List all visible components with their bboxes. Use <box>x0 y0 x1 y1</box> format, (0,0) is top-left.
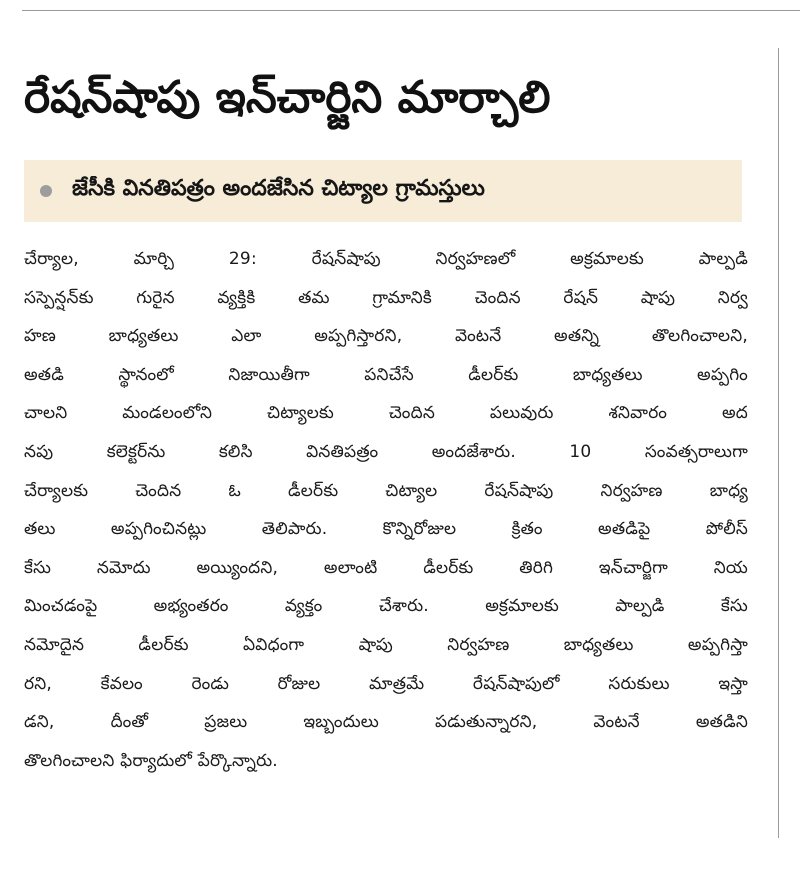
subheadline-box <box>24 160 742 222</box>
body-line: చేర్యాలకు చెందిన ఓ డీలర్‌కు చిట్యాల రేషన్‌షాపు నిర్వహణ బాధ్య <box>24 480 748 501</box>
top-rule <box>22 0 800 11</box>
article-body <box>24 240 748 780</box>
body-line: హణ బాధ్యతలు ఎలా అప్పగిస్తారని, వెంటనే అతన్ని తొలగించాలని, <box>24 326 748 347</box>
body-line: చాలని మండలంలోని చిట్యాలకు చెందిన పలువురు శనివారం అద <box>24 403 748 424</box>
body-line: సస్పెన్షన్‌కు గురైన వ్యక్తికి తమ గ్రామానికి చెందిన రేషన్ షాపు నిర్వ <box>24 287 748 308</box>
body-line: నమోదైన డీలర్‌కు ఏవిధంగా షాపు నిర్వహణ బాధ్యతలు అప్పగిస్తా <box>24 634 748 655</box>
article-headline: రేషన్‌షాపు ఇన్‌చార్జిని మార్చాలి <box>24 72 551 123</box>
body-line: తొలగించాలని ఫిర్యాదులో పేర్కొన్నారు. <box>24 750 278 771</box>
body-line: అతడి స్థానంలో నిజాయితీగా పనిచేసే డీలర్‌కు బాధ్యతలు అప్పగిం <box>24 364 748 385</box>
body-line: రని, కేవలం రెండు రోజుల మాత్రమే రేషన్‌షాపులో సరుకులు ఇస్తా <box>24 673 748 694</box>
body-line: డని, దీంతో ప్రజలు ఇబ్బందులు పడుతున్నారని, వెంటనే అతడిని <box>24 712 748 733</box>
column-divider <box>778 48 779 838</box>
body-line: కేసు నమోదు అయ్యిందని, అలాంటి డీలర్‌కు తిరిగి ఇన్‌చార్జిగా నియ <box>24 557 748 578</box>
body-line: తలు అప్పగించినట్లు తెలిపారు. కొన్నిరోజుల క్రితం అతడిపై పోలీస్ <box>24 519 748 540</box>
body-line: నపు కలెక్టర్‌ను కలిసి వినతిపత్రం అందజేశారు. 10 సంవత్సరాలుగా <box>24 441 748 462</box>
article-subheadline: జేసీకి వినతిపత్రం అందజేసిన చిట్యాల గ్రామస్తులు <box>72 176 485 201</box>
body-line: మించడంపై అభ్యంతరం వ్యక్తం చేశారు. అక్రమాలకు పాల్పడి కేసు <box>24 596 748 617</box>
bullet-icon <box>40 185 52 197</box>
body-line: చేర్యాల, మార్చి 29: రేషన్‌షాపు నిర్వహణలో అక్రమాలకు పాల్పడి <box>24 249 748 269</box>
